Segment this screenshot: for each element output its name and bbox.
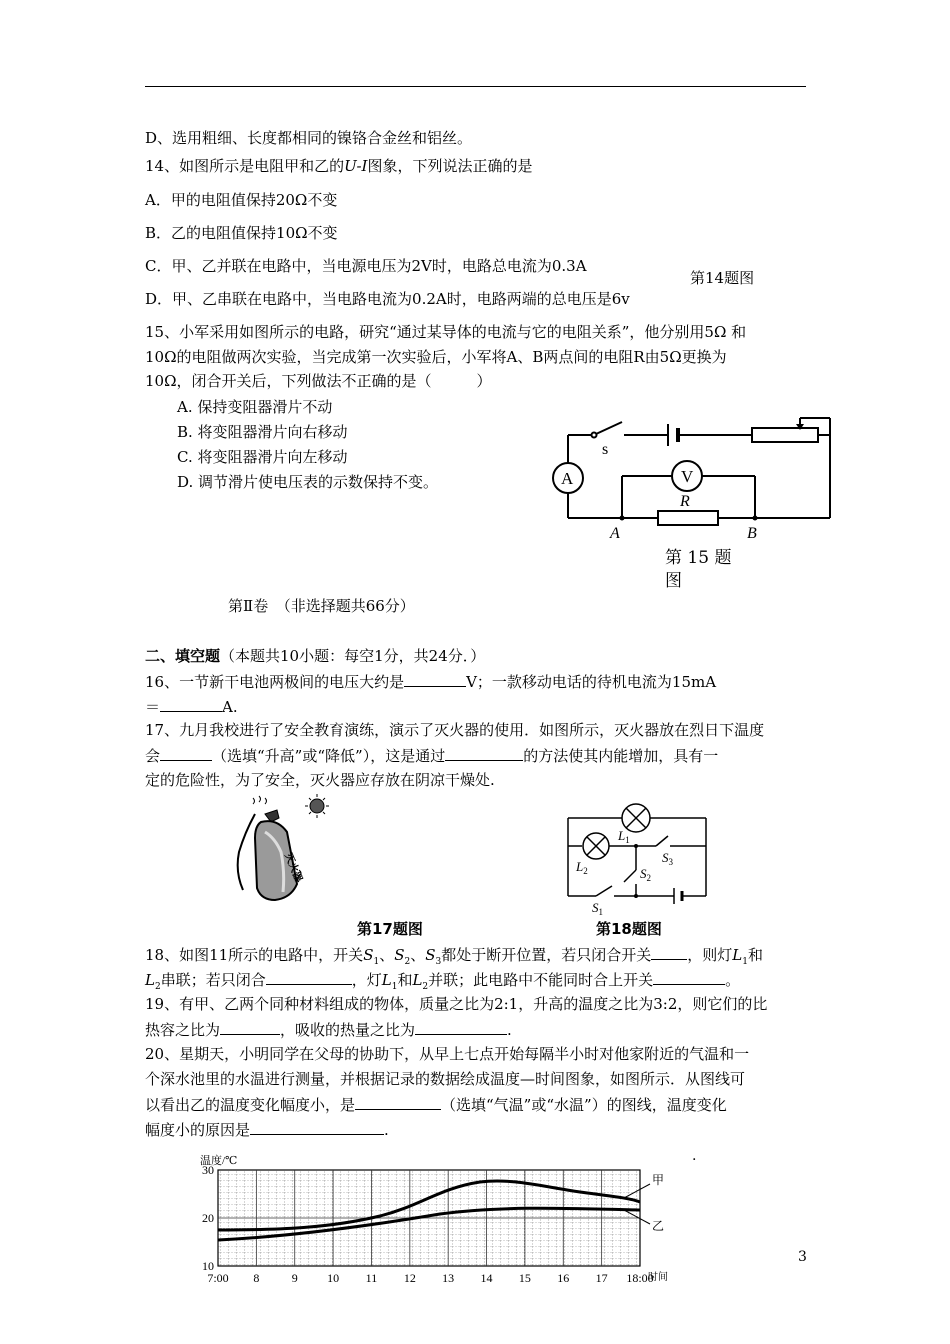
q16-blank-2[interactable] bbox=[160, 696, 222, 712]
q19-blank-1[interactable] bbox=[220, 1019, 280, 1035]
graph-x-tick-label: 11 bbox=[365, 1271, 378, 1285]
q14-stem bbox=[145, 156, 532, 176]
q18-s1: $S_1$ bbox=[363, 946, 380, 967]
q20-line1: 20、星期天，小明同学在父母的协助下，从早上七点开始每隔半小时对他家附近的气温和一 bbox=[145, 1045, 750, 1063]
q14-figure-caption: 第14题图 bbox=[690, 269, 755, 287]
q15-option-c: C. 将变阻器滑片向左移动 bbox=[177, 448, 348, 466]
section-heading-title: 二、填空题 bbox=[145, 647, 221, 665]
q19-text-b: ，吸收的热量之比为 bbox=[280, 1021, 416, 1039]
sun-icon bbox=[305, 794, 329, 818]
q20-text-c: 幅度小的原因是 bbox=[145, 1121, 251, 1139]
q16-text-d: A. bbox=[222, 698, 238, 716]
q18-blank-1[interactable] bbox=[651, 944, 687, 960]
q15-line1: 15、小军采用如图所示的电路，研究“通过某导体的电流与它的电阻关系”，他分别用5Ω 和 bbox=[145, 323, 747, 341]
q14-option-a: A．甲的电阻值保持20Ω不变 bbox=[145, 191, 338, 209]
q17-text-a: 会 bbox=[145, 747, 161, 765]
q17-blank-1[interactable] bbox=[160, 745, 212, 761]
q16-blank-1[interactable] bbox=[404, 671, 466, 687]
q19-blank-2[interactable] bbox=[415, 1019, 507, 1035]
q18-blank-3[interactable] bbox=[653, 969, 725, 985]
q15-caption-line2: 图 bbox=[665, 571, 682, 591]
q18-l1: $L_1$ bbox=[732, 946, 748, 967]
q17-caption: 第17题图 bbox=[357, 920, 423, 938]
graph-x-tick-label: 8 bbox=[253, 1271, 260, 1285]
q18-l2: $L_2$ bbox=[145, 971, 161, 992]
q17-blank-2[interactable] bbox=[445, 745, 523, 761]
q19-line2 bbox=[145, 1019, 512, 1040]
q18-l2-b: $L_2$ bbox=[412, 971, 429, 992]
q18-circuit-figure bbox=[560, 798, 715, 916]
q15-switch-label: s bbox=[602, 441, 609, 458]
volume-title: 第Ⅱ卷 （非选择题共66分） bbox=[228, 597, 415, 615]
q16-line2 bbox=[145, 696, 238, 717]
q15-option-b: B. 将变阻器滑片向右移动 bbox=[177, 423, 348, 441]
q16-text-a: 16、一节新干电池两极间的电压大约是 bbox=[145, 673, 405, 691]
graph-x-tick-label: 18:00 bbox=[626, 1271, 654, 1285]
q19-text-a: 热容之比为 bbox=[145, 1021, 221, 1039]
graph-x-tick-label: 15 bbox=[518, 1271, 531, 1285]
section-heading bbox=[145, 646, 485, 666]
graph-y-tick-label: 20 bbox=[202, 1211, 214, 1225]
q18-l2-label: $L_2$ bbox=[576, 859, 588, 876]
q20-text-a: 以看出乙的温度变化幅度小，是 bbox=[145, 1096, 356, 1114]
q15-point-b-label: B bbox=[747, 525, 757, 542]
q20-line2: 个深水池里的水温进行测量，并根据记录的数据绘成温度—时间图象，如图所示．从图线可 bbox=[145, 1070, 746, 1088]
q15-ammeter-label: A bbox=[561, 469, 574, 488]
q18-text-d: 和 bbox=[748, 946, 764, 964]
page-number: 3 bbox=[798, 1249, 807, 1265]
q16-line1 bbox=[145, 671, 716, 692]
q20-temperature-graph bbox=[180, 1150, 690, 1290]
q15-line3: 10Ω，闭合开关后，下列做法不正确的是（ ） bbox=[145, 372, 492, 390]
q18-s2: $S_2$ bbox=[394, 946, 411, 967]
graph-x-tick-label: 16 bbox=[557, 1271, 570, 1285]
q15-voltmeter-label: V bbox=[681, 467, 694, 486]
q17-line1: 17、九月我校进行了安全教育演练，演示了灭火器的使用．如图所示，灭火器放在烈日下温度 bbox=[145, 721, 765, 739]
q20-blank-2[interactable] bbox=[250, 1119, 384, 1135]
q17-line3: 定的危险性，为了安全，灭火器应存放在阴凉干燥处. bbox=[145, 771, 495, 789]
q17-text-b: （选填“升高”或“降低”），这是通过 bbox=[212, 747, 446, 765]
q14-option-b: B．乙的电阻值保持10Ω不变 bbox=[145, 224, 338, 242]
q14-stem-pre: 14、如图所示是电阻甲和乙的 bbox=[145, 157, 345, 175]
q15-option-d: D. 调节滑片使电压表的示数保持不变。 bbox=[177, 473, 439, 491]
q14-stem-post: 图象，下列说法正确的是 bbox=[367, 157, 533, 175]
graph-x-title: 时间 bbox=[648, 1272, 668, 1283]
q18-text-g: 和 bbox=[397, 971, 413, 989]
q17-text-c: 的方法使其内能增加，具有一 bbox=[523, 747, 719, 765]
q20-text-b: （选填“气温”或“水温”）的图线，温度变化 bbox=[441, 1096, 727, 1114]
graph-y-tick-label: 10 bbox=[202, 1259, 214, 1273]
q18-caption: 第18题图 bbox=[596, 920, 662, 938]
q16-text-c: ＝ bbox=[145, 698, 161, 716]
graph-x-tick-label: 14 bbox=[480, 1271, 493, 1285]
header-rule bbox=[145, 86, 806, 87]
curve-jia-label: 甲 bbox=[652, 1173, 665, 1187]
q15-caption-line1: 第 15 题 bbox=[665, 548, 732, 568]
q18-text-a: 18、如图11所示的电路中，开关 bbox=[145, 946, 364, 964]
q15-option-a: A. 保持变阻器滑片不动 bbox=[177, 398, 333, 416]
q15-line2: 10Ω的电阻做两次实验，当完成第一次实验后，小军将A、B两点间的电阻R由5Ω更换为 bbox=[145, 348, 727, 366]
q18-blank-2[interactable] bbox=[266, 969, 352, 985]
q16-text-b: V；一款移动电话的待机电流为15mA bbox=[466, 673, 717, 691]
q18-text-i: 。 bbox=[725, 971, 741, 989]
q13-option-d: D、选用粗细、长度都相同的镍铬合金丝和铝丝。 bbox=[145, 129, 473, 147]
q17-extinguisher-figure bbox=[225, 792, 340, 907]
q20-text-d: . bbox=[384, 1121, 389, 1139]
q15-resistor-label: R bbox=[680, 493, 690, 510]
curve-yi-label: 乙 bbox=[652, 1219, 665, 1233]
q14-option-d: D．甲、乙串联在电路中，当电路电流为0.2A时，电路两端的总电压是6v bbox=[145, 290, 630, 308]
section-heading-note: （本题共10小题：每空1分，共24分．） bbox=[220, 647, 486, 665]
graph-x-tick-label: 7:00 bbox=[207, 1271, 229, 1285]
q14-stem-var: U-I bbox=[344, 157, 368, 175]
graph-x-tick-label: 13 bbox=[442, 1271, 455, 1285]
q18-l1-b: $L_1$ bbox=[381, 971, 398, 992]
q18-line1: 18、如图11所示的电路中，开关$S_1$、$S_2$、$S_3$都处于断开位置，若只闭合开关 ，则灯$L_1$和 bbox=[145, 946, 764, 967]
graph-y-title: 温度/℃ bbox=[200, 1155, 238, 1167]
q20-blank-1[interactable] bbox=[355, 1094, 441, 1110]
q20-line4 bbox=[145, 1119, 389, 1140]
q18-s3: $S_3$ bbox=[425, 946, 442, 967]
q14-option-c: C．甲、乙并联在电路中，当电源电压为2V时，电路总电流为0.3A bbox=[145, 257, 587, 275]
q17-line2 bbox=[145, 745, 718, 766]
q15-circuit-figure bbox=[540, 410, 840, 545]
extinguisher-icon bbox=[238, 796, 306, 900]
q18-text-c: ，则灯 bbox=[687, 946, 733, 964]
q18-l1-label: $L_1$ bbox=[618, 828, 630, 845]
graph-y-tick-label: 30 bbox=[202, 1163, 214, 1177]
q18-s3-label: $S_3$ bbox=[662, 850, 673, 867]
q18-s2-label: $S_2$ bbox=[640, 866, 651, 883]
q19-line1: 19、有甲、乙两个同种材料组成的物体，质量之比为2:1，升高的温度之比为3:2，则它们的比 bbox=[145, 995, 768, 1013]
q18-text-f: ，灯 bbox=[351, 971, 382, 989]
q19-text-c: . bbox=[507, 1021, 512, 1039]
graph-x-tick-label: 17 bbox=[595, 1271, 608, 1285]
q18-text-b: 都处于断开位置，若只闭合开关 bbox=[441, 946, 652, 964]
graph-x-tick-label: 12 bbox=[403, 1271, 416, 1285]
q18-text-h: 并联；此电路中不能同时合上开关 bbox=[428, 971, 654, 989]
stray-dot: . bbox=[692, 1148, 697, 1164]
extinguisher-label: 灭火器 bbox=[282, 851, 304, 884]
graph-x-tick-label: 10 bbox=[327, 1271, 340, 1285]
q15-point-a-label: A bbox=[610, 525, 620, 542]
q18-s1-label: $S_1$ bbox=[592, 900, 603, 916]
q18-line2 bbox=[145, 969, 740, 997]
graph-x-tick-label: 9 bbox=[291, 1271, 298, 1285]
q20-line3 bbox=[145, 1094, 727, 1115]
q18-text-e: 串联；若只闭合 bbox=[160, 971, 266, 989]
